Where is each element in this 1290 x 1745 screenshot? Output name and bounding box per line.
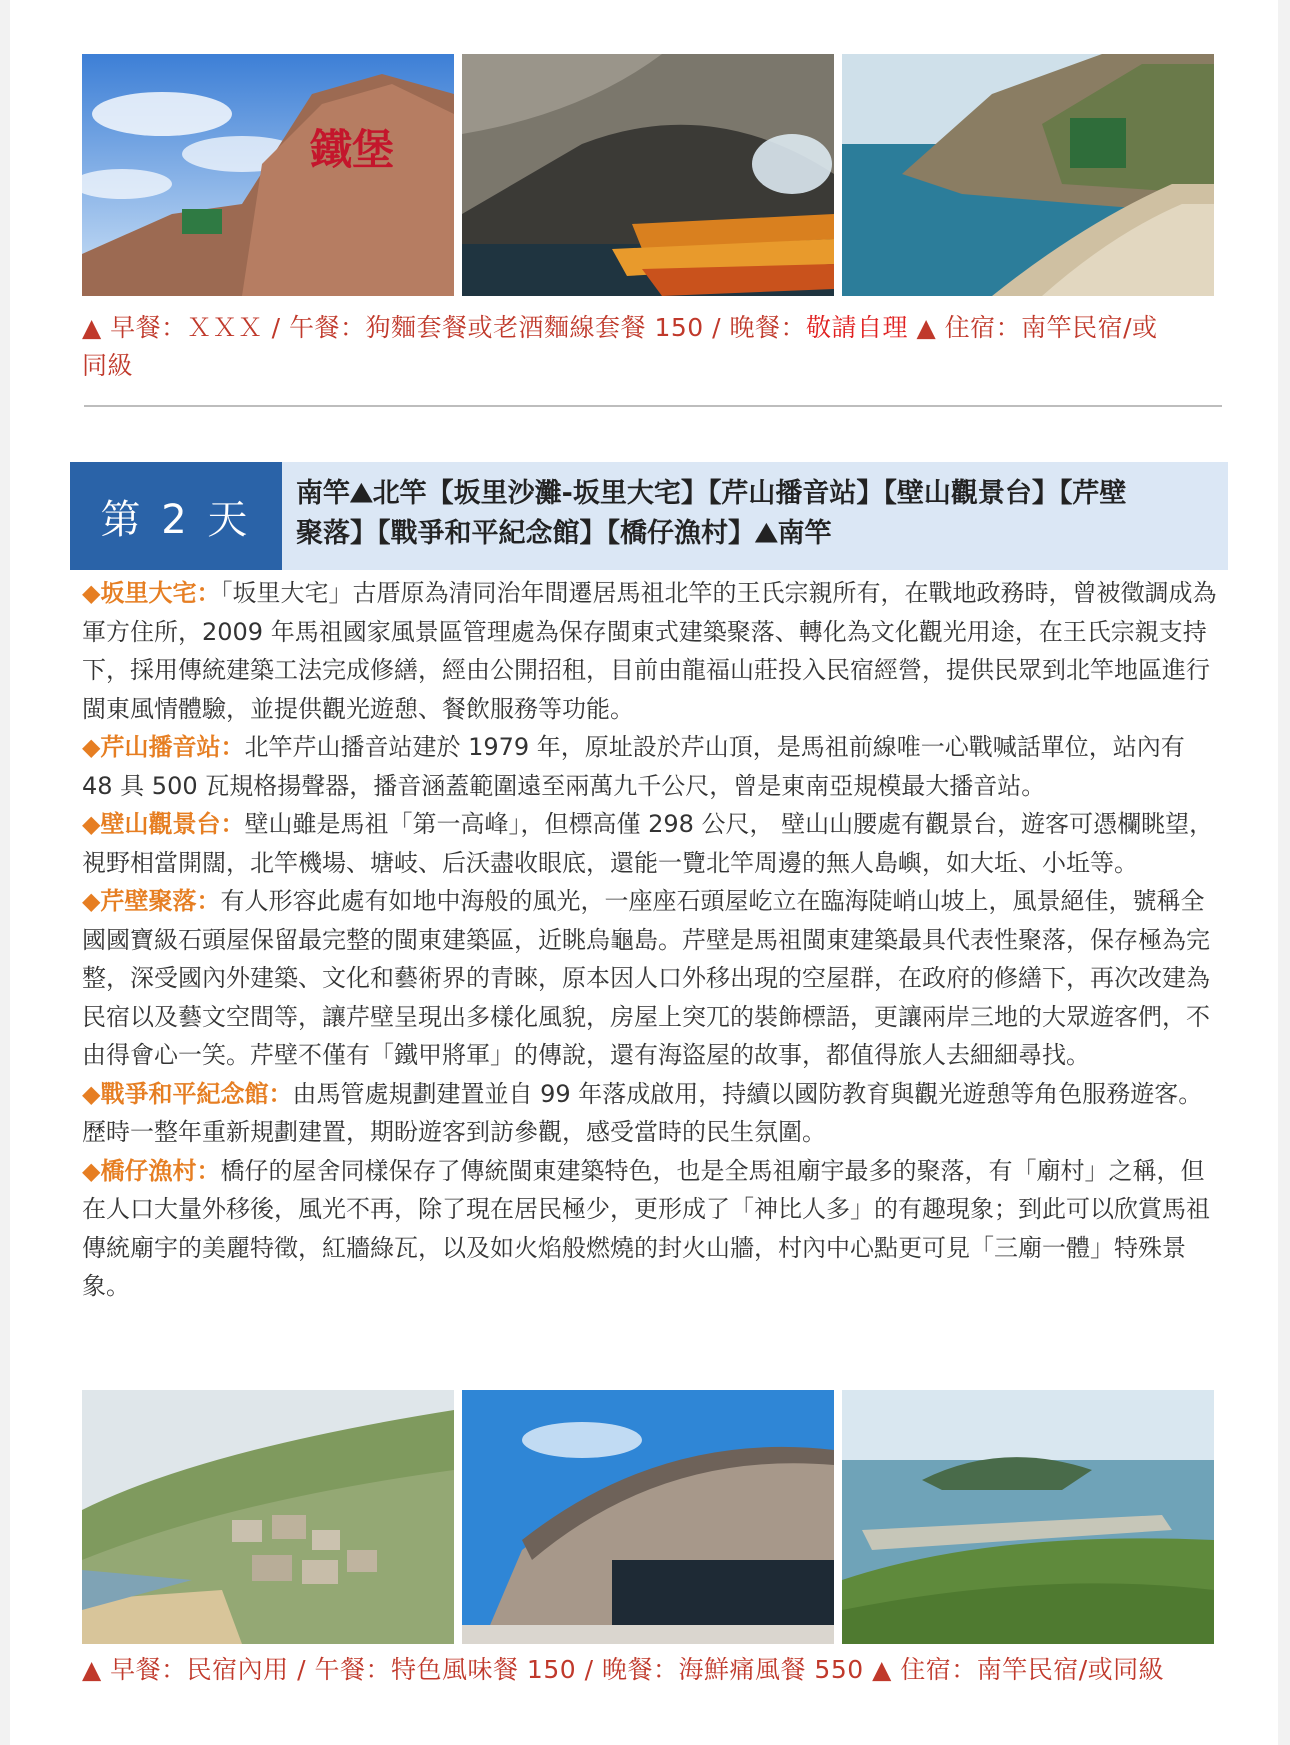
bullet-icon: ◆ bbox=[82, 579, 101, 607]
bottom-photo-row bbox=[82, 1390, 1214, 1644]
day2-header bbox=[70, 462, 1228, 570]
section-text: 壁山雖是馬祖「第一高峰」，但標高僅 298 公尺， 壁山山腰處有觀景台，遊客可憑欄眺望，視野相當開闊，北竿機場、塘岐、后沃盡收眼底，還能一覽北竿周邊的無人島嶼，如大坵、小坵等。 bbox=[82, 810, 1214, 877]
day-title bbox=[282, 462, 1228, 570]
section-text: 「坂里大宅」古厝原為清同治年間遷居馬祖北竿的王氏宗親所有，在戰地政務時，曾被徵調成為軍方住所，2009 年馬祖國家風景區管理處為保存閩東式建築聚落、轉化為文化觀光用途，在王氏宗親支持下，採用傳統建築工法完成修繕，經由公開招租，目前由龍福山莊投入民宿經營，提供民眾到北竿地區進行閩東風情體驗，並提供觀光遊憩、餐飲服務等功能。 bbox=[82, 579, 1217, 723]
day-title-line1: 南竿⛰北竿【坂里沙灘-坂里大宅】【芹山播音站】【壁山觀景台】【芹壁 bbox=[296, 478, 1127, 509]
section-memorial bbox=[82, 1075, 1222, 1152]
section-label: 芹山播音站： bbox=[100, 733, 245, 761]
section-label: 橋仔漁村： bbox=[100, 1156, 221, 1185]
section-label: 芹壁聚落： bbox=[100, 887, 221, 915]
bullet-icon: ◆ bbox=[82, 1156, 101, 1185]
section-qinshan bbox=[82, 728, 1222, 805]
section-banli bbox=[82, 574, 1222, 728]
airport-view-photo bbox=[842, 1390, 1214, 1644]
section-text: 北竿芹山播音站建於 1979 年，原址設於芹山頂，是馬祖前線唯一心戰喊話單位，站內有 48 具 500 瓦規格揚聲器，播音涵蓋範圍遠至兩萬九千公尺，曾是東南亞規模最大播音站。 bbox=[82, 733, 1185, 800]
day2-descriptions bbox=[82, 574, 1222, 1306]
section-text: 有人形容此處有如地中海般的風光，一座座石頭屋屹立在臨海陡峭山坡上，風景絕佳，號稱全國國寶級石頭屋保留最完整的閩東建築區，近眺烏龜島。芹壁是馬祖閩東建築最具代表性聚落，保存極為完整，深受國內外建築、文化和藝術界的青睞，原本因人口外移出現的空屋群，在政府的修繕下，再次改建為民宿以及藝文空間等，讓芹壁呈現出多樣化風貌，房屋上突兀的裝飾標語，更讓兩岸三地的大眾遊客們，不由得會心一笑。芹壁不僅有「鐵甲將軍」的傳說，還有海盜屋的故事，都值得旅人去細細尋找。 bbox=[82, 887, 1210, 1069]
meals-top-line1: ▲ 早餐：ＸＸＸ / 午餐：狗麵套餐或老酒麵線套餐 150 / 晚餐： bbox=[82, 313, 806, 342]
section-qinbi bbox=[82, 882, 1222, 1075]
section-text: 橋仔的屋舍同樣保存了傳統閩東建築特色，也是全馬祖廟宇最多的聚落，有「廟村」之稱，但在人口大量外移後，風光不再，除了現在居民極少，更形成了「神比人多」的有趣現象；到此可以欣賞馬祖傳統廟宇的美麗特徵，紅牆綠瓦，以及如火焰般燃燒的封火山牆，村內中心點更可見「三廟一體」特殊景象。 bbox=[82, 1156, 1210, 1300]
day-badge: 第 2 天 bbox=[70, 462, 282, 570]
top-photo-row bbox=[82, 54, 1214, 296]
rock-inscription: 鐵堡 bbox=[310, 125, 395, 174]
meals-top-highlight: 敬請自理 bbox=[805, 313, 908, 342]
section-label: 戰爭和平紀念館： bbox=[100, 1079, 293, 1108]
section-text: 由馬管處規劃建置並自 99 年落成啟用，持續以國防教育與觀光遊憩等角色服務遊客。歷時一整年重新規劃建置，期盼遊客到訪參觀，感受當時的民生氛圍。 bbox=[82, 1079, 1203, 1146]
qinbi-village-photo bbox=[82, 1390, 454, 1644]
section-bishan bbox=[82, 805, 1222, 882]
itinerary-page bbox=[10, 0, 1278, 1745]
meals-top bbox=[82, 309, 1222, 385]
tunnel-boats-photo bbox=[462, 54, 834, 296]
memorial-hall-photo bbox=[462, 1390, 834, 1644]
section-label: 壁山觀景台： bbox=[100, 810, 245, 838]
meals-top-line1-end: ▲ 住宿：南竿民宿/或 bbox=[908, 313, 1158, 342]
coastal-path-photo bbox=[842, 54, 1214, 296]
section-divider bbox=[84, 405, 1222, 407]
tiebao-rock-photo bbox=[82, 54, 454, 296]
bullet-icon: ◆ bbox=[82, 810, 101, 838]
meals-top-line2: 同級 bbox=[82, 351, 134, 380]
day-title-line2: 聚落】【戰爭和平紀念館】【橋仔漁村】⛰南竿 bbox=[296, 518, 832, 549]
section-qiaozai bbox=[82, 1152, 1222, 1306]
meals-bottom: ▲ 早餐：民宿內用 / 午餐：特色風味餐 150 / 晚餐：海鮮痛風餐 550 ▲ 住宿：南竿民宿/或同級 bbox=[82, 1655, 1165, 1684]
section-label: 坂里大宅： bbox=[100, 579, 221, 607]
bullet-icon: ◆ bbox=[82, 733, 101, 761]
bullet-icon: ◆ bbox=[82, 1079, 101, 1108]
bullet-icon: ◆ bbox=[82, 887, 101, 915]
